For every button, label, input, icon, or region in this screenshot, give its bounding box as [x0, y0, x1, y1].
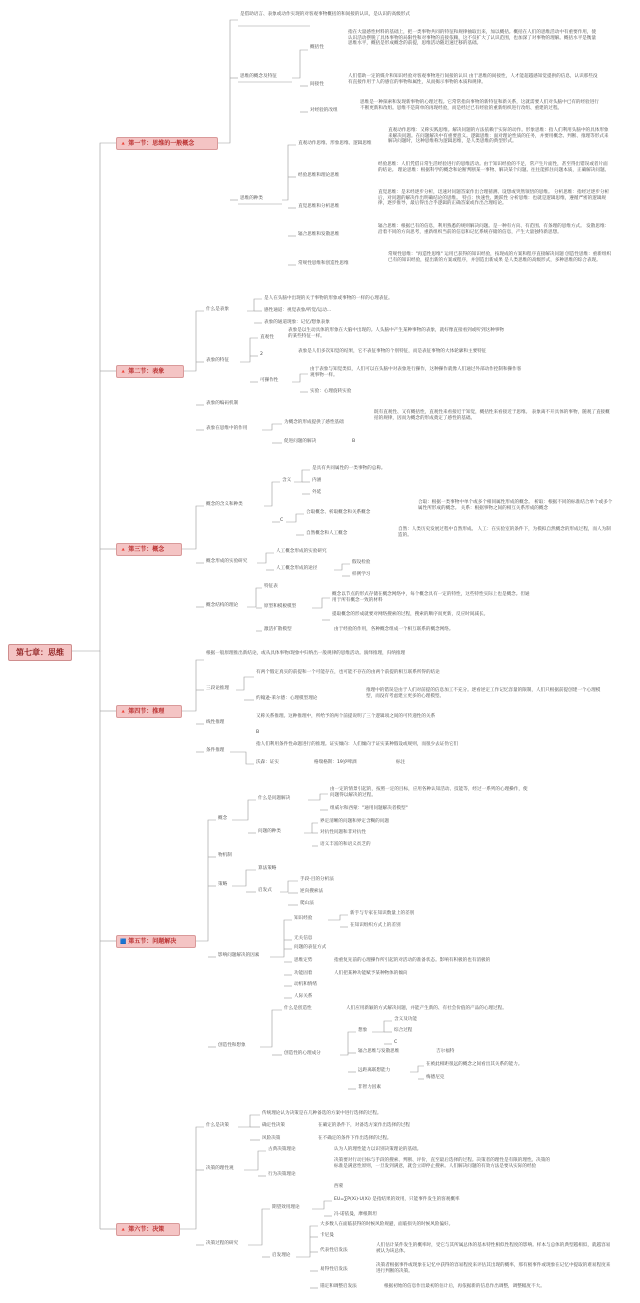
s2-what-item-3: 表象的通道现象：记忆/想象表象	[264, 320, 330, 325]
s6-eu-text1: EU=∑P(Xi)·U(Xi) 是指结果的效用，只能事件发生的客观概率	[334, 1197, 460, 1202]
s6-what-label[interactable]: 什么是决策	[206, 1123, 229, 1128]
s2-feat-a-text: 表象是以生动具体的形象在大脑中出现的。人头脑中产生某种事物的表象，就好像直接看到或听到这种事物的某些特征一样。	[288, 328, 504, 339]
s5-divergent-text: 吉尔福特	[436, 1049, 455, 1054]
s4-cond-label[interactable]: 条件推理	[206, 748, 225, 753]
s3-form-a[interactable]: 人工概念形成的实验研究	[276, 549, 327, 554]
s6-study-label[interactable]: 决策过程的研究	[206, 1241, 239, 1246]
s6-heur-text0: 大多数人在面临获得的时候风险规避，面临损失的时候风险偏好。	[320, 1222, 454, 1227]
s4-three-label[interactable]: 三段论推理	[206, 686, 229, 691]
s4-three-b-text: 推理中的错误是由于人们对前提的信息加工不充分。逐看逆定工作记忆容量的限制，人们只根据前提创建一个心理模型，而没有考虑建立更多的心理模型。	[366, 688, 601, 699]
s5-create-a-text: 人们应用新颖的方式解决问题，并能产生新的、有社会价值的产品的心理过程。	[346, 1006, 507, 1011]
s2-feat-c-text2: 实验：心理旋转实验	[310, 389, 352, 394]
s5-kinds[interactable]: 物机制	[218, 853, 232, 858]
s5-factors-label[interactable]: 影响问题解决的因素	[218, 953, 260, 958]
s6-eu-label[interactable]: 期望效用理论	[272, 1205, 300, 1210]
section-5-node[interactable]	[116, 935, 196, 948]
s5-create-label[interactable]: 创造性和想象	[218, 1043, 246, 1048]
s5-strat-b-item-3: 爬山法	[300, 901, 314, 906]
s5-remote-item-1: 在被此相距很远的概念之间看出其关系的能力。	[426, 1062, 523, 1067]
s2-role-b-tail: B	[352, 439, 356, 444]
s5-nonintel[interactable]: 非智力因素	[358, 1085, 381, 1090]
s5-imagine-item-1: 含义及功能	[394, 1017, 417, 1022]
triangle-icon: 🔺	[120, 547, 127, 553]
s3-struct-c-text: 由于经验的作用，各种概念组成一个相互联系的概念网络。	[334, 627, 454, 632]
s5-factors-a-label[interactable]: 知识经验	[294, 916, 313, 921]
s6-classic-label[interactable]: 古典决策理论	[268, 1147, 296, 1152]
s6-what-text: 传统理论认为决策是在几种备选的方案中进行选择的过程。	[262, 1111, 382, 1116]
s3-meaning-label[interactable]: 概念的含义和种类	[206, 502, 243, 507]
s6-theory-label[interactable]: 决策的理性观	[206, 1166, 234, 1171]
s1-features-label[interactable]: 思维的概念及特征	[240, 74, 277, 79]
s3-form-b-label[interactable]: 人工概念形成的途径	[276, 566, 318, 571]
s1-generality-text: 指在大量感性材料的基础上，把一类事物共同的特征和规律抽取出来，加以概括。概括在人们的思维活动中有重要作用，使认识活动摆脱了具体事物的局限性和对事物的直接依赖，这不仅扩大了认识范围，也加深了对事物的理解。概括水平是衡量思维水平，概括是形成概念的前提，思维活动随迅速迁移的基础。	[348, 30, 597, 47]
s2-what-item-1: 是人在头脑中出现的关于事物的形象或事物的一样的心理表征。	[264, 296, 393, 301]
s2-role-a-label[interactable]: 为概念的形成提供了感性基础	[284, 420, 344, 425]
root-topic[interactable]: 第七章：思维	[8, 644, 72, 661]
s5-concept-b-label[interactable]: 问题的种类	[258, 829, 281, 834]
s3-struct-b-label[interactable]: 原型和模板模型	[264, 604, 297, 609]
s5-concept-b-item-3: 语义丰富的和语义贫乏的	[320, 842, 371, 847]
section-1-node[interactable]	[116, 137, 218, 150]
s4-linear-text: 又称关系推理。这种推理中，所给予的两个前提说明了三个逻辑项之间的可传递性的关系	[256, 714, 436, 719]
s1-kind-a-text: 直观动作思维：又称实践思维。解决问题的方法依赖于实际的动作。形象思维：指人们利用头脑中的具体形象来解决问题。在问题解决中有重要意义。逻辑思维：面对理论性质的任务，并要用概念、判断、推理等形式来解决问题时，这种思维称为逻辑思维，是人类思维的典型形式。	[388, 128, 609, 145]
s1-kinds-label[interactable]: 思维的种类	[240, 196, 263, 201]
s5-strat-label[interactable]: 策略	[218, 882, 228, 887]
s6-repr-label[interactable]: 代表性启发法	[320, 1248, 348, 1253]
s6-risk-text: 在不确定的条件下作出选择的过程。	[318, 1136, 392, 1141]
s3-form-b-item-2: 样例学习	[352, 572, 371, 577]
s5-strat-a[interactable]: 算法策略	[258, 866, 277, 871]
s4-cond-b: 格瑞格斯：19岁啤酒	[314, 760, 357, 765]
s2-feat-a-label[interactable]: 直观性	[260, 335, 274, 340]
section-4-title: 第四节：推理	[128, 708, 165, 715]
s4-cond-text: 指人们利用条件性命题进行的推理。证实倾向：人们倾向于证实某种假设或规则，而很少去证伪它们	[256, 742, 459, 747]
triangle-icon: 🔺	[120, 369, 127, 375]
s2-role-label[interactable]: 表象在思维中的作用	[206, 426, 248, 431]
s2-feat-c-label[interactable]: 可操作性	[260, 378, 279, 383]
s4-definition: 根据一般原理推出新结论，或从具体事物/现象中归纳出一般规律的思维活动。演绎推理，归纳推理	[206, 651, 406, 656]
s6-heur-label[interactable]: 启发理论	[272, 1253, 291, 1258]
s5-concept-a-text1: 由一定的情景引起的，按照一定的目标，应用各种认知活动、技能等，经过一系列的心理操作，使问题得以解决的过程。	[330, 787, 528, 798]
s5-concept-b-item-2: 对抗性问题和非对抗性	[320, 830, 366, 835]
section-3-node[interactable]	[116, 543, 182, 556]
s5-fix-label[interactable]: 功能固着	[294, 971, 313, 976]
section-4-node[interactable]	[116, 705, 182, 718]
s2-feat-b-label[interactable]: 2	[260, 352, 263, 357]
s5-concept-a-label[interactable]: 什么是问题解决	[258, 796, 291, 801]
s6-anchor-text: 根据初始的信息作出最初的估计后，再依据新的信息作出调整，调整幅度不大。	[384, 1284, 545, 1289]
s5-factors-a-item-2: 在知识组织方式上的差别	[350, 923, 401, 928]
s6-avail-text: 决策者根据事件或现象在记忆中获得的容易程度来评估其出现的概率，那有极事件或现象在记忆中提取的难易程度来进行判断的决策。	[376, 1263, 611, 1274]
s1-kind-b-text: 经验思维：人们凭借日常生活经验进行的思维活动。由于知识经验的不足，常产生片面性，甚至得出错误或者片面的结论。 理论思维：根据科学的概念和论断判断某一事物、解决某个问题。往往能抓住问题本质，正确解决问题。	[378, 162, 610, 173]
s5-factors-more-2[interactable]: 人际关系	[294, 994, 313, 999]
s2-role-a-text: 既有直观性、又有概括性，直观性来看接近于知觉，概括性来看接近于思维。 表象离不开具体的事物，随观了直接概括的规律，因而为概念的形成奠定了感性的基础。	[374, 410, 610, 421]
s3-meaning-c-label[interactable]: 自然概念和人工概念	[306, 531, 348, 536]
s5-concept-a-text2: 组威尔和西蒙："通用问题解决者模型"	[330, 806, 408, 811]
s6-risk-label[interactable]: 风险决策	[262, 1136, 281, 1141]
s3-meaning-class: C	[280, 518, 284, 523]
s2-role-b-label[interactable]: 促进问题的解决	[284, 439, 317, 444]
s5-set-label[interactable]: 思维定势	[294, 958, 313, 963]
s5-imagine-item-3: C	[394, 1040, 398, 1045]
s2-feat-c-text1: 由于表象与知觉类似，人们可以在头脑中对表象进行操作，这种操作就像人们通过外部动作控制和操作客观事物一样。	[310, 367, 522, 378]
s6-avail-label[interactable]: 易得性启发法	[320, 1267, 348, 1272]
s4-cond-a: 沃森：证实	[256, 760, 279, 765]
s1-kind-d-text: 辐合思维：根据已有的信息，利用熟悉的规则解决问题。是一种有方向、有范围、有条理的思维方式。 发散思维：沿着不同的方向思考，重新组织当前的信息和记忆系统存储的信息，产生大量独特新思想。	[378, 224, 610, 235]
triangle-icon: 🔺	[120, 141, 127, 147]
s3-struct-c-label[interactable]: 激活扩散模型	[264, 627, 292, 632]
s1-reorg-text: 思维是一种探索和发现新事物的心理过程。它常常指向事物的新特征和新关系，这就需要人们对头脑中已有的经验进行不断更新和改组。思维不是简单的再现经验，而是经过已有经验的重新组织进行改组、重建的过程。	[360, 100, 599, 111]
s2-feat-label[interactable]: 表象的特征	[206, 358, 229, 363]
s6-behavior-label[interactable]: 行为决策理论	[268, 1172, 296, 1177]
s6-repr-text: 人们估计某件发生的概率时，受它与其所属总体的基本特性相似性程度的影响。样本与总体的典型越相似，就越容易被认为该总体。	[376, 1243, 611, 1254]
s5-strat-b-label[interactable]: 启发式	[258, 888, 272, 893]
s2-what-label[interactable]: 什么是表象	[206, 307, 229, 312]
s5-concept-b-item-1: 界定清晰的问题和界定含糊的问题	[320, 819, 389, 824]
s1-indirect-text: 人们借助一定的媒介和知识经验对客观事物进行间接的认识 由于思维的间接性，人才能超越感知觉提供的信息，认识那些没有直接作用于人的感官的事物和属性，从而揭示事物的本质和规律。	[348, 74, 598, 85]
s5-create-a-label[interactable]: 什么是创造性	[284, 1006, 312, 1011]
s5-remote-item-2: 梅德尼克	[426, 1075, 445, 1080]
s5-fix-text: 人们把某种功能赋予某种物体的倾向	[334, 971, 408, 976]
s5-factors-a-item-1: 新手与专家在知识数量上的差别	[350, 911, 415, 916]
s5-factors-item-2[interactable]: 问题的表征方式	[294, 945, 327, 950]
s1-indirect-label[interactable]: 间接性	[310, 82, 324, 87]
s6-certain-label[interactable]: 确定性决策	[262, 1123, 285, 1128]
section-2-title: 第二节：表象	[128, 368, 165, 375]
s4-linear-label[interactable]: 线性推理	[206, 720, 225, 725]
s3-form-b-item-1: 假设检验	[352, 560, 371, 565]
s1-kind-c-text: 直觉思维：是未经逐步分析，迅速对问题答案作出合理猜测、设想或突然领悟的思维。 分析思维：指经过逐步分析后，对问题的解决作出明确结论的思维。 特点：快速性、跳跃性 分析思维：也就是逻辑思维，遵循严密的逻辑规律，逐步推导，最后得出合乎逻辑的正确答案或作出合理结论。	[378, 190, 610, 207]
s6-classic-text: 认为人的理性能力以识别决策理论的基础。	[334, 1147, 422, 1152]
s3-meaning-c-text: 自然：人类历史发展过程中自然形成。 人工：在实验室的条件下，为模拟自然概念的形成过程，而人为制造的。	[398, 527, 611, 538]
s5-set-text: 指重复先前的心理操作所引起的对活动的准备状态。影响有积极的也有消极的	[334, 958, 491, 963]
s5-remote-label[interactable]: 远距离联想能力	[358, 1068, 391, 1073]
s4-three-a: 有两个假定真实的前提和一个可能存在，也可能不存在的由两个前提的相互联系所得的结论	[256, 670, 440, 675]
s3-meaning-b-text: 合取：根据一类事物中单个或多个相同属性形成的概念。 析取：根据不同的标准结合单个或多个属性所形成的概念。 关系：根据事物之间的相互关系形成的概念	[418, 500, 613, 511]
s5-factors-more-1[interactable]: 动机和情绪	[294, 982, 317, 987]
s6-eu-text2: 冯·诺依曼，摩根斯坦	[334, 1212, 377, 1217]
s1-generality-label[interactable]: 概括性	[310, 45, 324, 50]
s4-linear-tail: B	[256, 730, 260, 735]
s3-struct-b-item-1: 概念以节点的形式存储在概念网络中，每个概念具有一定的特性，这些特性实际上也是概念。但通用于所有概念一致的材料	[332, 592, 530, 603]
s3-form-label[interactable]: 概念形成的实验研究	[206, 559, 248, 564]
triangle-icon: 🔺	[120, 1227, 127, 1233]
square-icon: 🟦	[120, 939, 127, 945]
s5-strat-b-item-1: 手段-目的分析法	[300, 877, 334, 882]
s2-mech[interactable]: 表象的编码机制	[206, 401, 239, 406]
s5-create-b-label[interactable]: 创造性的心理成分	[284, 1051, 321, 1056]
s3-meaning-a-item-3: 外延	[312, 490, 322, 495]
s6-behavior-tail: 西蒙	[334, 1184, 344, 1189]
s2-feat-b-text: 表象是人们多次知觉的结果，它不表征事物的个别特征，而是表征事物的大体轮廓和主要特征	[298, 349, 487, 354]
s1-kind-a-label[interactable]: 直观动作思维、形象思维、逻辑思维	[298, 141, 372, 146]
s5-factors-item-1[interactable]: 无关信息	[294, 936, 313, 941]
s1-definition: 是借助语言、表象或动作实现的对客观事物概括的和间接的认识，是认识的高级形式	[240, 12, 410, 17]
s3-struct-b-item-2: 提取概念的形成就要对网络搜索的过程，搜索的顺序而更新，反应时间减长。	[332, 612, 489, 617]
s5-concept-label[interactable]: 概念	[218, 816, 228, 821]
s1-kind-e-text: 常规性思维："再造性思维" 运用已获得的知识经验，按现成的方案和程序直接解决问题 创造性思维：重新组织已有的知识经验，提出新的方案或程序，并创造出新成果 是人类思维的高级形式，多种思维的综合表现。	[388, 252, 612, 263]
s3-struct-label[interactable]: 概念结构的理论	[206, 603, 239, 608]
s1-reorg-label[interactable]: 对经验的改组	[310, 108, 338, 113]
section-6-node[interactable]	[116, 1223, 180, 1236]
s5-strat-b-item-2: 逆向搜索法	[300, 889, 323, 894]
section-2-node[interactable]	[116, 365, 184, 378]
s5-divergent-label[interactable]: 辐合思维与发散思维	[358, 1049, 400, 1054]
s3-meaning-b-label[interactable]: 合取概念、析取概念和关系概念	[306, 510, 371, 515]
s4-three-b-label[interactable]: 约翰逊-莱尔德：心理模型理论	[256, 696, 318, 701]
s5-imagine-label[interactable]: 想象	[358, 1028, 368, 1033]
section-5-title: 第五节：问题解决	[128, 938, 177, 945]
s6-anchor-label[interactable]: 锚定和调整启发法	[320, 1284, 357, 1289]
s1-kind-b-label[interactable]: 经验思维和理论思维	[298, 173, 340, 178]
s2-what-item-2: 感性通道：视觉表象/听觉/运动...	[264, 308, 332, 313]
section-3-title: 第三节：概念	[128, 546, 165, 553]
s3-meaning-a-item-1: 是具有共同属性的一类事物的总称。	[312, 466, 386, 471]
s6-behavior-text: 决策要对行动目标与手段的搜索、判断、评价，直至最后选择的过程。决策者的理性是有限的理性。决策的标准是满意性原则，一旦发到满意，就会立即停止搜索。人们解决问题的有效方法是要从实际的经验	[334, 1158, 550, 1169]
s1-kind-e-label[interactable]: 常规性思维和创造性思维	[298, 261, 349, 266]
section-1-title: 第一节：思维的一般概念	[128, 140, 195, 147]
triangle-icon: 🔺	[120, 709, 127, 715]
s3-struct-a[interactable]: 特征表	[264, 584, 278, 589]
s6-heur-item-1: 卡尼曼	[320, 1233, 334, 1238]
s1-kind-c-label[interactable]: 直觉思维和分析思维	[298, 204, 340, 209]
s3-meaning-a-label[interactable]: 含义	[282, 478, 292, 483]
s5-imagine-item-2: 综合过程	[394, 1028, 413, 1033]
s6-certain-text: 在确定的条件下，对备选方案作出选择的过程	[318, 1123, 410, 1128]
s3-meaning-a-item-2: 内涵	[312, 478, 322, 483]
s4-cond-c: 标注	[396, 760, 406, 765]
section-6-title: 第六节：决策	[128, 1226, 165, 1233]
s1-kind-d-label[interactable]: 辐合思维和发散思维	[298, 232, 340, 237]
